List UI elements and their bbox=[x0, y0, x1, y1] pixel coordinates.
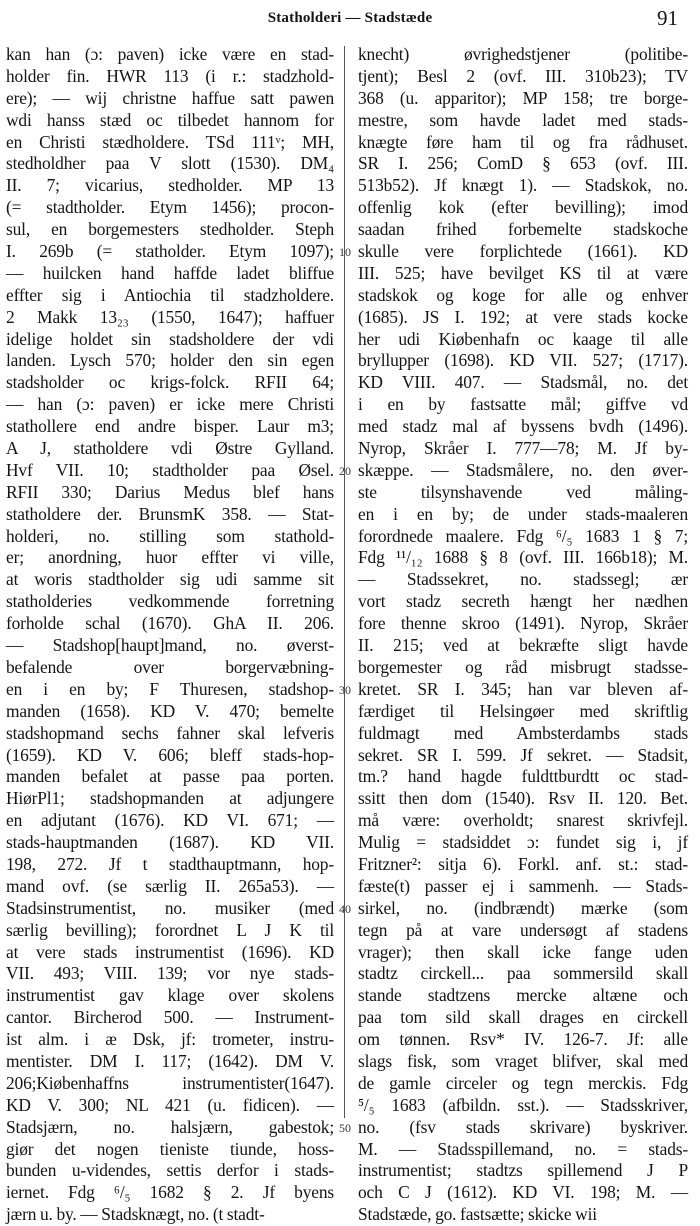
text-line: stathollere end andre bisper. Laur m3; bbox=[6, 416, 334, 437]
text-line: holderi, no. stilling som stathold- bbox=[6, 525, 334, 546]
text-line: knecht) øvrighedstjener (politibe- bbox=[358, 44, 688, 64]
text-line: cantor. Bircherod 500. — Instrument- bbox=[6, 1007, 334, 1028]
line-number: 20 bbox=[339, 464, 351, 479]
text-line: III. 525; have bevilget KS til at være bbox=[358, 262, 688, 283]
text-line: no. (fsv stads skrivare) byskriver. bbox=[358, 1116, 688, 1137]
text-line: en i en by; F Thuresen, stadshop- bbox=[6, 678, 334, 699]
text-line: Fritzner²: sitja 6). Forkl. anf. st.: stad- bbox=[358, 853, 688, 874]
text-line: færdiget til Helsingøer med skriftlig bbox=[358, 700, 688, 721]
text-line: — han (ɔ: paven) er icke mere Christi bbox=[6, 394, 334, 415]
text-line: HiørPl1; stadshopmanden at adjungere bbox=[6, 788, 334, 809]
text-line: stadshopmand sechs fahner skal lefveris bbox=[6, 722, 334, 743]
text-line: instrumentist; stadtzs spillemend J P bbox=[358, 1160, 688, 1181]
text-line: mand ovf. (se særlig II. 265a53). — bbox=[6, 875, 334, 896]
text-line: stande stadtzens mercke altæne och bbox=[358, 985, 688, 1006]
text-line: statholderies vedkommende forretning bbox=[6, 591, 334, 612]
text-line: stads-hauptmanden (1687). KD VII. bbox=[6, 832, 334, 853]
text-line: jærn u. by. — Stadsknægt, no. (t stadt- bbox=[6, 1204, 265, 1225]
text-line: vrager); then skall icke fange uden bbox=[358, 941, 688, 962]
text-line: statholdere der. BrunsmK 358. — Stat- bbox=[6, 503, 334, 524]
text-line: i en by fastsatte mål; giffve vd bbox=[358, 394, 688, 415]
text-line: A J, statholdere vdi Østre Gylland. bbox=[6, 438, 334, 459]
text-line: saadan frihed forbemelte stadskoche bbox=[358, 219, 688, 240]
text-line: mestre, som havde ladet med stads- bbox=[358, 109, 688, 130]
text-line: SR I. 256; ComD § 653 (ovf. III. bbox=[358, 153, 688, 174]
text-line: stadtz circkell... paa sommersild skall bbox=[358, 963, 688, 984]
text-line: mentister. DM I. 117; (1642). DM V. bbox=[6, 1050, 334, 1071]
text-line: (= stadtholder. Etym 1456); procon- bbox=[6, 197, 334, 218]
text-line: en adjutant (1676). KD VI. 671; — bbox=[6, 810, 334, 831]
text-line: (1659). KD V. 606; bleff stads-hop- bbox=[6, 744, 334, 765]
text-line: Stadsjærn, no. halsjærn, gabestok; bbox=[6, 1116, 334, 1137]
text-line: Hvf VII. 10; stadtholder paa Øsel. bbox=[6, 459, 334, 480]
text-line: KD V. 300; NL 421 (u. fidicen). — bbox=[6, 1094, 334, 1115]
text-line: II. 215; ved at bekræfte sligt havde bbox=[358, 635, 688, 656]
text-line: Stadstæde, go. fastsætte; skicke wii bbox=[358, 1204, 597, 1225]
text-line: en Christi stædholdere. TSd 111ᵛ; MH, bbox=[6, 131, 334, 152]
page-number: 91 bbox=[657, 6, 678, 30]
text-line: at woris stadtholder sig udi samme sit bbox=[6, 569, 334, 590]
text-line: — Stadssekret, no. stadssegl; ær bbox=[358, 569, 688, 590]
left-column bbox=[6, 44, 334, 1226]
text-line: Nyrop, Skråer I. 777—78; M. Jf by- bbox=[358, 438, 688, 459]
text-line: 368 (u. apparitor); MP 158; tre borge- bbox=[358, 87, 688, 108]
text-line: 198, 272. Jf t stadthauptmann, hop- bbox=[6, 853, 334, 874]
text-line: ere); — wij christne haffue satt pawen bbox=[6, 87, 334, 108]
text-line: iernet. Fdg ⁶/₅ 1682 § 2. Jf byens bbox=[6, 1182, 334, 1203]
text-line: ssitt then dom (1540). Rsv II. 120. Bet. bbox=[358, 788, 688, 809]
text-line: holder fin. HWR 113 (i r.: stadzhold- bbox=[6, 65, 334, 86]
text-line: Stadsinstrumentist, no. musiker (med bbox=[6, 897, 334, 918]
text-line: må være: overholdt; snarest skrivfejl. bbox=[358, 810, 688, 831]
text-line: sekret. SR I. 599. Jf sekret. — Stadsit, bbox=[358, 744, 688, 765]
text-line: med stadz mal af byssens bvdh (1496). bbox=[358, 416, 688, 437]
text-line: instrumentist gav klage over skolens bbox=[6, 985, 334, 1006]
text-line: 206;Kiøbenhaffns instrumentister(1647). bbox=[6, 1072, 334, 1093]
line-number: 50 bbox=[339, 1121, 351, 1136]
text-line: 2 Makk 13₂₃ (1550, 1647); haffuer bbox=[6, 306, 334, 327]
text-line: och C J (1612). KD VI. 198; M. — bbox=[358, 1182, 688, 1203]
text-line: tegn på at vare undersøgt af stadens bbox=[358, 919, 688, 940]
text-line: KD VIII. 407. — Stadsmål, no. det bbox=[358, 372, 688, 393]
text-line: manden befalet at passe paa porten. bbox=[6, 766, 334, 787]
text-line: knægte føre ham til og fra rådhuset. bbox=[358, 131, 688, 152]
text-line: RFII 330; Darius Medus blef hans bbox=[6, 481, 334, 502]
line-number: 10 bbox=[339, 245, 351, 260]
text-line: Fdg ¹¹/₁₂ 1688 § 8 (ovf. III. 166b18); M. bbox=[358, 547, 688, 568]
text-line: forordnede maalere. Fdg ⁶/₅ 1683 1 § 7; bbox=[358, 525, 688, 546]
running-title: Statholderi — Stadstæde bbox=[267, 10, 433, 26]
text-line: II. 7; vicarius, stedholder. MP 13 bbox=[6, 175, 334, 196]
text-line: fuldmagt med Ambsterdambs stads bbox=[358, 722, 688, 743]
text-line: her udi Kiøbenhafn oc kaage til alle bbox=[358, 328, 688, 349]
text-line: 513b52). Jf knægt 1). — Stadskok, no. bbox=[358, 175, 688, 196]
text-line: landen. Lysch 570; holder den sin egen bbox=[6, 350, 334, 371]
text-line: ⁵/₅ 1683 (afbildn. sst.). — Stadsskriver, bbox=[358, 1094, 688, 1115]
text-line: giør det nogen tieniste tiunde, hoss- bbox=[6, 1138, 334, 1159]
text-line: særlig bevilling); forordnet L J K til bbox=[6, 919, 334, 940]
right-column bbox=[358, 44, 688, 1226]
text-line: kretet. SR I. 345; han var bleven af- bbox=[358, 678, 688, 699]
line-number: 30 bbox=[339, 683, 351, 698]
text-line: I. 269b (= statholder. Etym 1097); bbox=[6, 241, 334, 262]
text-line: stedholdher paa V slott (1530). DM₄ bbox=[6, 153, 334, 174]
text-line: tm.? hand hagde fuldttburdtt oc stad- bbox=[358, 766, 688, 787]
text-line: stadskok og koge for alle og enhver bbox=[358, 284, 688, 305]
text-line: skulle vere forplichtede (1661). KD bbox=[358, 241, 688, 262]
text-line: manden (1658). KD V. 470; bemelte bbox=[6, 700, 334, 721]
text-line: om tønnen. Rsv* IV. 126-7. Jf: alle bbox=[358, 1029, 688, 1050]
page-header bbox=[0, 4, 700, 34]
text-line: — huilcken hand haffde ladet bliffue bbox=[6, 262, 334, 283]
text-line: slags fisk, som vraget blifver, skal med bbox=[358, 1050, 688, 1071]
text-line: ste tilsynshavende ved måling- bbox=[358, 481, 688, 502]
text-line: er; anordning, huor effter vi ville, bbox=[6, 547, 334, 568]
text-line: de gamle circeler og tegn merckis. Fdg bbox=[358, 1072, 688, 1093]
text-line: fæste(t) passer ej i sammenh. — Stads- bbox=[358, 875, 688, 896]
text-line: Mulig = stadsiddet ɔ: fundet sig i, jf bbox=[358, 832, 688, 853]
column-divider bbox=[344, 46, 345, 1118]
text-line: ist alm. i æ Dsk, jf: trometer, instru- bbox=[6, 1029, 334, 1050]
text-line: at vere stads instrumentist (1696). KD bbox=[6, 941, 334, 962]
text-line: effter sig i Antiochia til stadzholdere. bbox=[6, 284, 334, 305]
text-line: paa tom sild skall drages en circkell bbox=[358, 1007, 688, 1028]
text-line: offenlig kok (efter bevilling); imod bbox=[358, 197, 688, 218]
text-line: M. — Stadsspillemand, no. = stads- bbox=[358, 1138, 688, 1159]
text-line: borgemester og råd misbrugt stadsse- bbox=[358, 656, 688, 677]
text-line: sirkel, no. (indbrændt) mærke (som bbox=[358, 897, 688, 918]
text-line: sul, en borgemesters stedholder. Steph bbox=[6, 219, 334, 240]
text-line: befalende over borgervæbning- bbox=[6, 656, 334, 677]
text-line: (1685). JS I. 192; at vere stads kocke bbox=[358, 306, 688, 327]
text-line: bryllupper (1698). KD VII. 527; (1717). bbox=[358, 350, 688, 371]
text-line: vort stadz secreth hængt her nædhen bbox=[358, 591, 688, 612]
text-line: fore thenne skroo (1491). Nyrop, Skråer bbox=[358, 613, 688, 634]
text-line: forholde schal (1670). GhA II. 206. bbox=[6, 613, 334, 634]
line-number: 40 bbox=[339, 902, 351, 917]
text-line: bunden u-videndes, settis derfor i stads- bbox=[6, 1160, 334, 1181]
text-line: idelige holdet sin stadsholdere der vdi bbox=[6, 328, 334, 349]
text-line: skæppe. — Stadsmålere, no. den øver- bbox=[358, 459, 688, 480]
text-line: — Stadshop[haupt]mand, no. øverst- bbox=[6, 635, 334, 656]
text-line: tjent); Besl 2 (ovf. III. 310b23); TV bbox=[358, 65, 688, 86]
text-line: wdi hanss stæd oc tilbedet hannom for bbox=[6, 109, 334, 130]
text-line: kan han (ɔ: paven) icke være en stad- bbox=[6, 44, 334, 64]
text-line: VII. 493; VIII. 139; vor nye stads- bbox=[6, 963, 334, 984]
text-line: stadsholder oc krigs-folck. RFII 64; bbox=[6, 372, 334, 393]
text-line: en i en by; de under stads-maaleren bbox=[358, 503, 688, 524]
